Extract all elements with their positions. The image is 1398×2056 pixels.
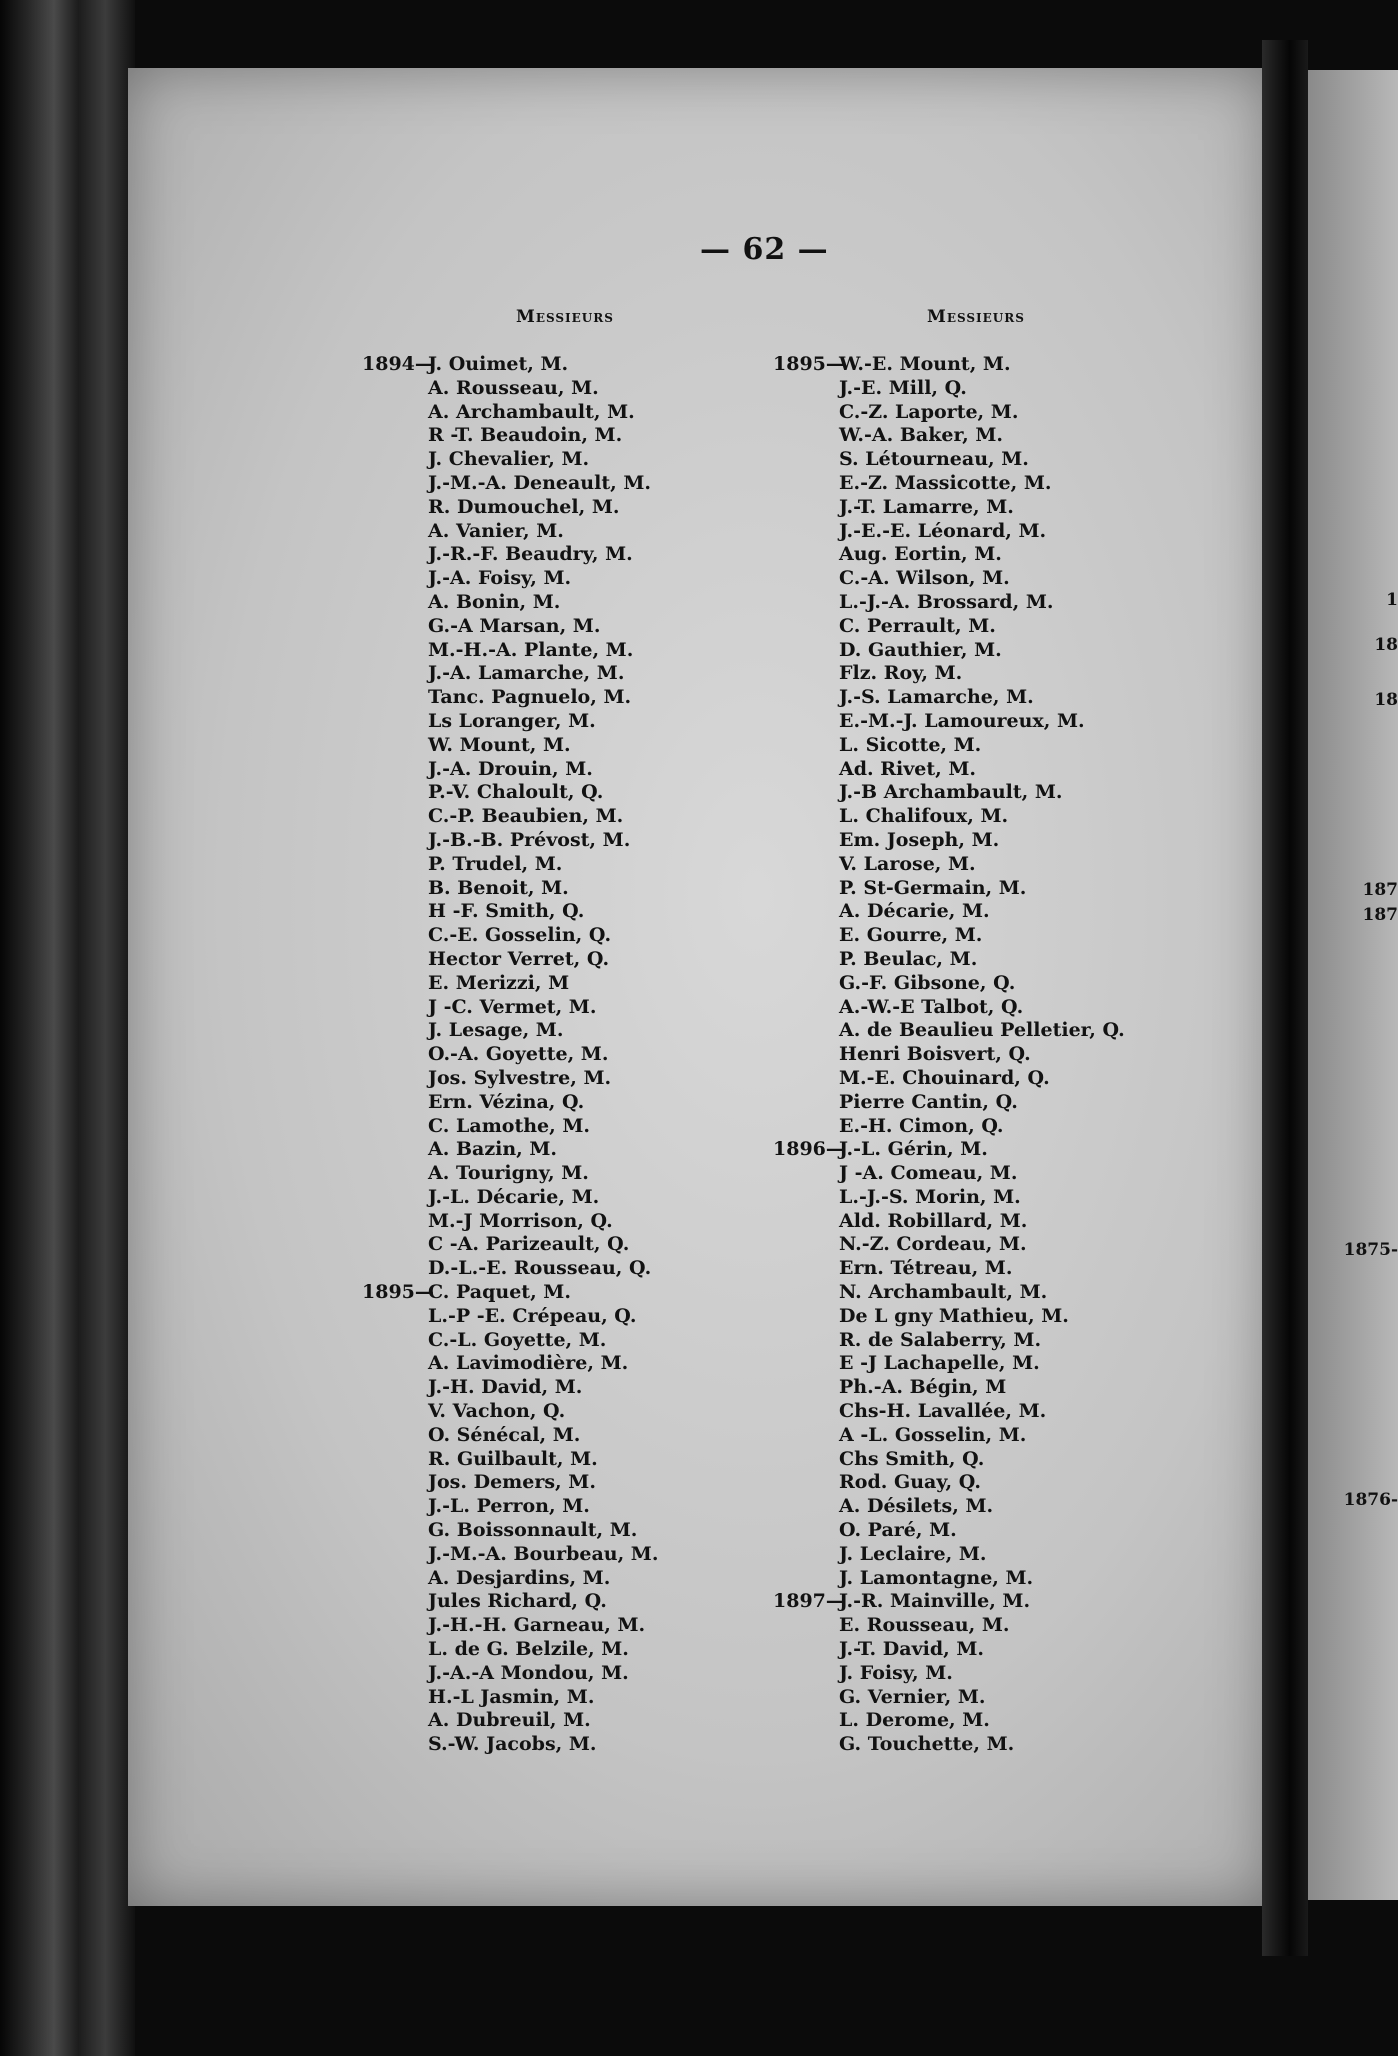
member-name: J. Lesage, M.: [428, 1019, 564, 1042]
member-name: A. Dubreuil, M.: [428, 1709, 591, 1732]
member-name: L.-J.-S. Morin, M.: [839, 1185, 1021, 1208]
member-name: A. Archambault, M.: [428, 400, 635, 423]
member-name: W. Mount, M.: [428, 733, 571, 756]
left-column-header: Messieurs: [516, 307, 614, 327]
member-name: J.-M.-A. Deneault, M.: [428, 471, 651, 494]
member-name: J -C. Vermet, M.: [428, 995, 597, 1018]
year-label: 1896—: [773, 1138, 845, 1161]
member-name: O. Sénécal, M.: [428, 1423, 581, 1446]
member-name: L. Chalifoux, M.: [839, 805, 1009, 828]
member-name: G.-A Marsan, M.: [428, 614, 601, 637]
member-name: J.-A. Drouin, M.: [428, 757, 593, 780]
member-name: J.-M.-A. Bourbeau, M.: [428, 1542, 659, 1565]
member-name: Jules Richard, Q.: [428, 1590, 607, 1613]
member-name: C.-E. Gosselin, Q.: [428, 924, 612, 947]
member-name: J.-T. David, M.: [839, 1638, 984, 1661]
member-name: G. Boissonnault, M.: [428, 1519, 638, 1542]
member-name: R. Guilbault, M.: [428, 1447, 598, 1470]
member-name: E. Merizzi, M: [428, 971, 570, 994]
member-name: Ald. Robillard, M.: [839, 1209, 1028, 1232]
member-name: O.-A. Goyette, M.: [428, 1043, 609, 1066]
member-name: Rod. Guay, Q.: [839, 1471, 981, 1494]
member-name: C. Paquet, M.: [428, 1281, 571, 1304]
member-name: C.-L. Goyette, M.: [428, 1328, 607, 1351]
year-label: 1895—: [773, 353, 845, 375]
member-name: L. de G. Belzile, M.: [428, 1638, 629, 1661]
year-label: 1895—: [362, 1281, 434, 1304]
book-page: [128, 68, 1270, 1906]
member-name: Em. Joseph, M.: [839, 828, 1000, 851]
member-name: L.-J.-A. Brossard, M.: [839, 590, 1054, 613]
member-name: J.-A.-A Mondou, M.: [428, 1661, 629, 1684]
member-name: L. Sicotte, M.: [839, 733, 982, 756]
next-page-fragment: 1: [1386, 590, 1398, 610]
member-name: J.-T. Lamarre, M.: [839, 495, 1014, 518]
member-name: J.-L. Gérin, M.: [839, 1138, 988, 1161]
member-name: G. Vernier, M.: [839, 1685, 986, 1708]
member-name: J -A. Comeau, M.: [839, 1162, 1018, 1185]
member-name: J.-B Archambault, M.: [839, 781, 1063, 804]
member-name: Ls Loranger, M.: [428, 709, 596, 732]
member-name: A. Vanier, M.: [428, 519, 564, 542]
member-name: A. de Beaulieu Pelletier, Q.: [839, 1019, 1125, 1042]
member-name: L. Derome, M.: [839, 1709, 990, 1732]
next-page-fragment: 187: [1362, 880, 1398, 900]
member-name: A. Décarie, M.: [839, 900, 990, 923]
member-name: J.-H.-H. Garneau, M.: [428, 1614, 646, 1637]
member-name: R. Dumouchel, M.: [428, 495, 620, 518]
year-label: 1897—: [773, 1590, 845, 1613]
member-name: Henri Boisvert, Q.: [839, 1043, 1031, 1066]
next-page-fragment: 18: [1374, 635, 1398, 655]
member-name: B. Benoit, M.: [428, 876, 569, 899]
member-name: J.-L. Perron, M.: [428, 1495, 590, 1518]
member-name: C.-P. Beaubien, M.: [428, 805, 624, 828]
member-name: C. Lamothe, M.: [428, 1114, 591, 1137]
member-name: A. Lavimodière, M.: [428, 1352, 629, 1375]
member-name: Ad. Rivet, M.: [839, 757, 977, 780]
next-page-fragment: 18: [1374, 690, 1398, 710]
member-name: E. Rousseau, M.: [839, 1614, 1010, 1637]
member-name: Jos. Demers, M.: [428, 1471, 596, 1494]
member-name: G. Touchette, M.: [839, 1733, 1015, 1756]
member-name: P. Trudel, M.: [428, 852, 563, 875]
member-name: P. St-Germain, M.: [839, 876, 1027, 899]
member-name: Chs-H. Lavallée, M.: [839, 1400, 1047, 1423]
right-column-header: Messieurs: [927, 307, 1025, 327]
member-name: C. Perrault, M.: [839, 614, 996, 637]
member-name: W.-E. Mount, M.: [839, 353, 1011, 375]
member-name: Tanc. Pagnuelo, M.: [428, 686, 632, 709]
member-name: M.-H.-A. Plante, M.: [428, 638, 634, 661]
member-name: R -T. Beaudoin, M.: [428, 424, 623, 447]
member-name: C.-A. Wilson, M.: [839, 567, 1010, 590]
member-name: Ph.-A. Bégin, M: [839, 1376, 1007, 1399]
member-name: J.-L. Décarie, M.: [428, 1185, 600, 1208]
member-name: Flz. Roy, M.: [839, 662, 963, 685]
member-name: E.-H. Cimon, Q.: [839, 1114, 1004, 1137]
member-name: E -J Lachapelle, M.: [839, 1352, 1040, 1375]
member-name: Chs Smith, Q.: [839, 1447, 985, 1470]
member-name: Pierre Cantin, Q.: [839, 1090, 1018, 1113]
next-page-fragment: 1875-: [1343, 1240, 1398, 1260]
member-name: J. Chevalier, M.: [428, 448, 590, 471]
page-gutter: [1262, 40, 1308, 1956]
member-name: Aug. Eortin, M.: [839, 543, 1002, 566]
member-name: V. Vachon, Q.: [428, 1400, 566, 1423]
next-page-fragment: 1876-: [1343, 1490, 1398, 1510]
member-name: S. Létourneau, M.: [839, 448, 1029, 471]
member-name: C.-Z. Laporte, M.: [839, 400, 1019, 423]
member-name: H -F. Smith, Q.: [428, 900, 585, 923]
member-name: E.-M.-J. Lamoureux, M.: [839, 709, 1085, 732]
member-name: J.-R.-F. Beaudry, M.: [428, 543, 633, 566]
member-name: R. de Salaberry, M.: [839, 1328, 1042, 1351]
member-name: J.-S. Lamarche, M.: [839, 686, 1034, 709]
member-name: D.-L.-E. Rousseau, Q.: [428, 1257, 652, 1280]
member-name: J.-E. Mill, Q.: [839, 376, 967, 399]
member-name: J.-E.-E. Léonard, M.: [839, 519, 1047, 542]
member-name: J. Leclaire, M.: [839, 1542, 987, 1565]
member-name: W.-A. Baker, M.: [839, 424, 1003, 447]
member-name: Jos. Sylvestre, M.: [428, 1066, 612, 1089]
member-name: S.-W. Jacobs, M.: [428, 1733, 597, 1756]
member-name: J.-A. Foisy, M.: [428, 567, 572, 590]
member-name: O. Paré, M.: [839, 1519, 957, 1542]
member-name: A. Rousseau, M.: [428, 376, 599, 399]
book-spine: [0, 0, 135, 2056]
member-name: Ern. Tétreau, M.: [839, 1257, 1013, 1280]
member-name: J.-H. David, M.: [428, 1376, 583, 1399]
member-name: A. Bazin, M.: [428, 1138, 558, 1161]
member-name: M.-J Morrison, Q.: [428, 1209, 613, 1232]
member-name: M.-E. Chouinard, Q.: [839, 1066, 1050, 1089]
member-name: L.-P -E. Crépeau, Q.: [428, 1304, 637, 1327]
member-name: A -L. Gosselin, M.: [839, 1423, 1027, 1446]
member-name: A. Désilets, M.: [839, 1495, 994, 1518]
member-name: E. Gourre, M.: [839, 924, 983, 947]
member-name: J.-B.-B. Prévost, M.: [428, 828, 631, 851]
member-name: Hector Verret, Q.: [428, 947, 610, 970]
member-name: P. Beulac, M.: [839, 947, 978, 970]
member-name: H.-L Jasmin, M.: [428, 1685, 595, 1708]
member-name: J.-A. Lamarche, M.: [428, 662, 625, 685]
member-name: J. Foisy, M.: [839, 1661, 953, 1684]
member-name: J.-R. Mainville, M.: [839, 1590, 1031, 1613]
member-name: J. Ouimet, M.: [428, 353, 569, 375]
member-name: A. Bonin, M.: [428, 590, 561, 613]
member-name: De L gny Mathieu, M.: [839, 1304, 1069, 1327]
member-name: C -A. Parizeault, Q.: [428, 1233, 630, 1256]
next-page-edge: [1308, 70, 1398, 1900]
member-name: A. Desjardins, M.: [428, 1566, 611, 1589]
member-name: G.-F. Gibsone, Q.: [839, 971, 1016, 994]
member-name: N. Archambault, M.: [839, 1281, 1048, 1304]
member-name: A. Tourigny, M.: [428, 1162, 589, 1185]
member-name: V. Larose, M.: [839, 852, 976, 875]
member-name: E.-Z. Massicotte, M.: [839, 471, 1052, 494]
next-page-fragment: 187: [1362, 905, 1398, 925]
member-name: Ern. Vézina, Q.: [428, 1090, 585, 1113]
member-name: P.-V. Chaloult, Q.: [428, 781, 604, 804]
member-name: D. Gauthier, M.: [839, 638, 1002, 661]
page-number: — 62 —: [700, 232, 829, 267]
member-name: N.-Z. Cordeau, M.: [839, 1233, 1027, 1256]
member-name: A.-W.-E Talbot, Q.: [839, 995, 1024, 1018]
member-name: J. Lamontagne, M.: [839, 1566, 1034, 1589]
year-label: 1894—: [362, 353, 434, 375]
